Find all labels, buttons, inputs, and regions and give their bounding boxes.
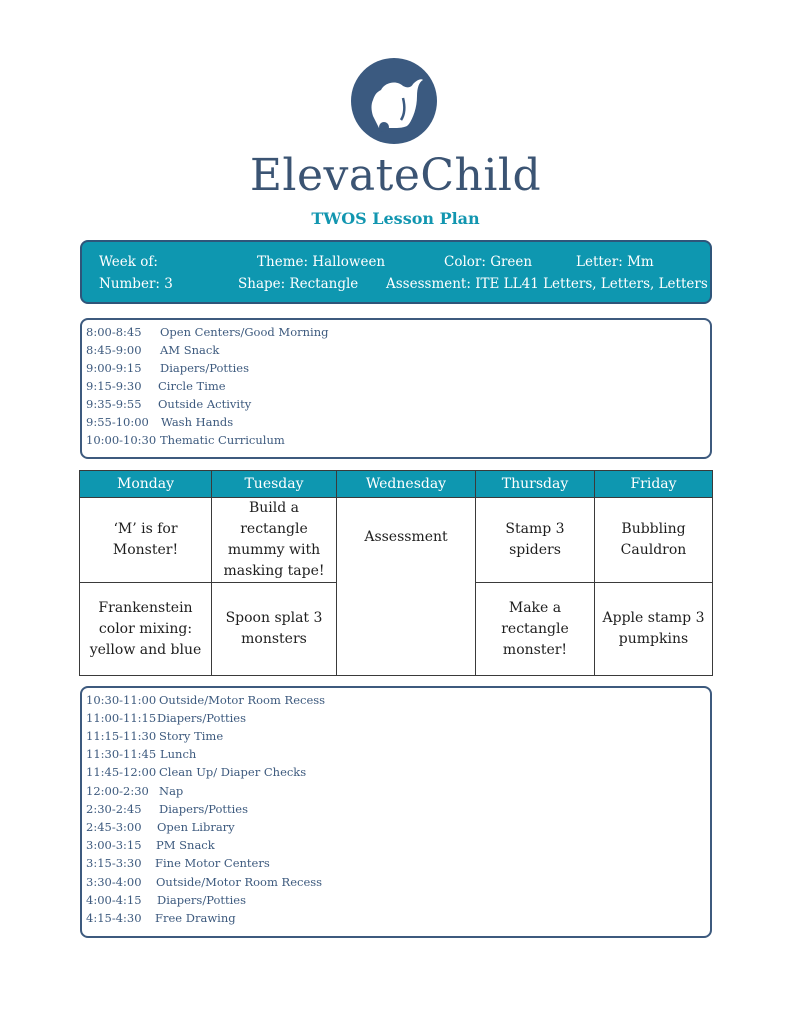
- schedule-activity: Lunch: [160, 747, 197, 761]
- schedule-row: [86, 838, 215, 852]
- schedule-row: [86, 856, 270, 870]
- number-label: Number: 3: [99, 276, 173, 292]
- header-thursday: Thursday: [476, 471, 595, 498]
- schedule-row: [86, 325, 329, 339]
- schedule-activity: Open Centers/Good Morning: [160, 325, 329, 339]
- cell-friday-1: Bubbling Cauldron: [595, 498, 713, 583]
- cell-monday-1: ‘M’ is for Monster!: [80, 498, 212, 583]
- schedule-time: 10:30-11:00: [86, 693, 157, 707]
- schedule-time: 4:00-4:15: [86, 893, 142, 907]
- schedule-activity: Diapers/Potties: [160, 361, 250, 375]
- schedule-activity: Diapers/Potties: [157, 711, 247, 725]
- weekly-activities-table: [79, 470, 713, 676]
- schedule-activity: Story Time: [159, 729, 224, 743]
- schedule-activity: Wash Hands: [161, 415, 234, 429]
- schedule-row: [86, 893, 247, 907]
- schedule-row: [86, 361, 250, 375]
- schedule-time: 11:45-12:00: [86, 765, 157, 779]
- schedule-time: 3:15-3:30: [86, 856, 142, 870]
- cell-tuesday-2: Spoon splat 3 monsters: [212, 583, 337, 676]
- afternoon-schedule: [80, 686, 712, 938]
- header-friday: Friday: [595, 471, 713, 498]
- schedule-time: 10:00-10:30: [86, 433, 157, 447]
- schedule-time: 11:15-11:30: [86, 729, 157, 743]
- schedule-time: 2:30-2:45: [86, 802, 142, 816]
- schedule-row: [86, 711, 247, 725]
- schedule-row: [86, 784, 184, 798]
- header-monday: Monday: [80, 471, 212, 498]
- schedule-time: 4:15-4:30: [86, 911, 142, 925]
- schedule-activity: Fine Motor Centers: [155, 856, 270, 870]
- schedule-time: 9:00-9:15: [86, 361, 142, 375]
- table-header-row: [80, 471, 713, 498]
- schedule-row: [86, 415, 234, 429]
- header-tuesday: Tuesday: [212, 471, 337, 498]
- schedule-row: [86, 693, 326, 707]
- schedule-activity: Circle Time: [158, 379, 226, 393]
- schedule-row: [86, 911, 236, 925]
- schedule-time: 3:30-4:00: [86, 875, 142, 889]
- schedule-activity: Nap: [159, 784, 184, 798]
- schedule-activity: PM Snack: [156, 838, 215, 852]
- schedule-time: 11:30-11:45: [86, 747, 157, 761]
- cell-wednesday: Assessment: [337, 498, 476, 676]
- schedule-activity: Outside/Motor Room Recess: [159, 693, 326, 707]
- page-title: TWOS Lesson Plan: [311, 209, 480, 228]
- schedule-row: [86, 433, 285, 447]
- schedule-row: [86, 379, 226, 393]
- schedule-row: [86, 747, 197, 761]
- schedule-activity: Free Drawing: [155, 911, 236, 925]
- cell-thursday-1: Stamp 3 spiders: [476, 498, 595, 583]
- schedule-row: [86, 765, 307, 779]
- schedule-activity: Open Library: [157, 820, 235, 834]
- lesson-info-panel: [80, 240, 712, 304]
- schedule-row: [86, 343, 220, 357]
- schedule-time: 8:00-8:45: [86, 325, 142, 339]
- color-label: Color: Green: [444, 254, 533, 270]
- brand-name: ElevateChild: [249, 150, 542, 201]
- week-of-label: Week of:: [99, 254, 158, 270]
- schedule-activity: Outside/Motor Room Recess: [156, 875, 323, 889]
- schedule-activity: Outside Activity: [158, 397, 252, 411]
- assessment-label: Assessment: ITE LL41 Letters, Letters, Letters: [386, 276, 708, 292]
- cell-tuesday-1: Build a rectangle mummy with masking tape!: [212, 498, 337, 583]
- letter-label: Letter: Mm: [576, 254, 654, 270]
- schedule-row: [86, 820, 235, 834]
- schedule-activity: Thematic Curriculum: [160, 433, 285, 447]
- schedule-time: 11:00-11:15: [86, 711, 157, 725]
- schedule-time: 9:35-9:55: [86, 397, 142, 411]
- schedule-row: [86, 875, 323, 889]
- cell-monday-2: Frankenstein color mixing: yellow and blue: [80, 583, 212, 676]
- schedule-row: [86, 397, 252, 411]
- schedule-time: 2:45-3:00: [86, 820, 142, 834]
- schedule-row: [86, 729, 224, 743]
- schedule-time: 9:55-10:00: [86, 415, 149, 429]
- schedule-row: [86, 802, 249, 816]
- header-wednesday: Wednesday: [337, 471, 476, 498]
- elephant-logo-icon: [351, 58, 437, 144]
- schedule-activity: Clean Up/ Diaper Checks: [159, 765, 307, 779]
- table-row: [80, 498, 713, 583]
- theme-label: Theme: Halloween: [257, 254, 386, 270]
- cell-friday-2: Apple stamp 3 pumpkins: [595, 583, 713, 676]
- schedule-activity: Diapers/Potties: [159, 802, 249, 816]
- shape-label: Shape: Rectangle: [238, 276, 359, 292]
- schedule-time: 8:45-9:00: [86, 343, 142, 357]
- schedule-activity: AM Snack: [160, 343, 220, 357]
- schedule-time: 3:00-3:15: [86, 838, 142, 852]
- morning-schedule: [80, 318, 712, 459]
- schedule-activity: Diapers/Potties: [157, 893, 247, 907]
- schedule-time: 9:15-9:30: [86, 379, 142, 393]
- cell-thursday-2: Make a rectangle monster!: [476, 583, 595, 676]
- schedule-time: 12:00-2:30: [86, 784, 149, 798]
